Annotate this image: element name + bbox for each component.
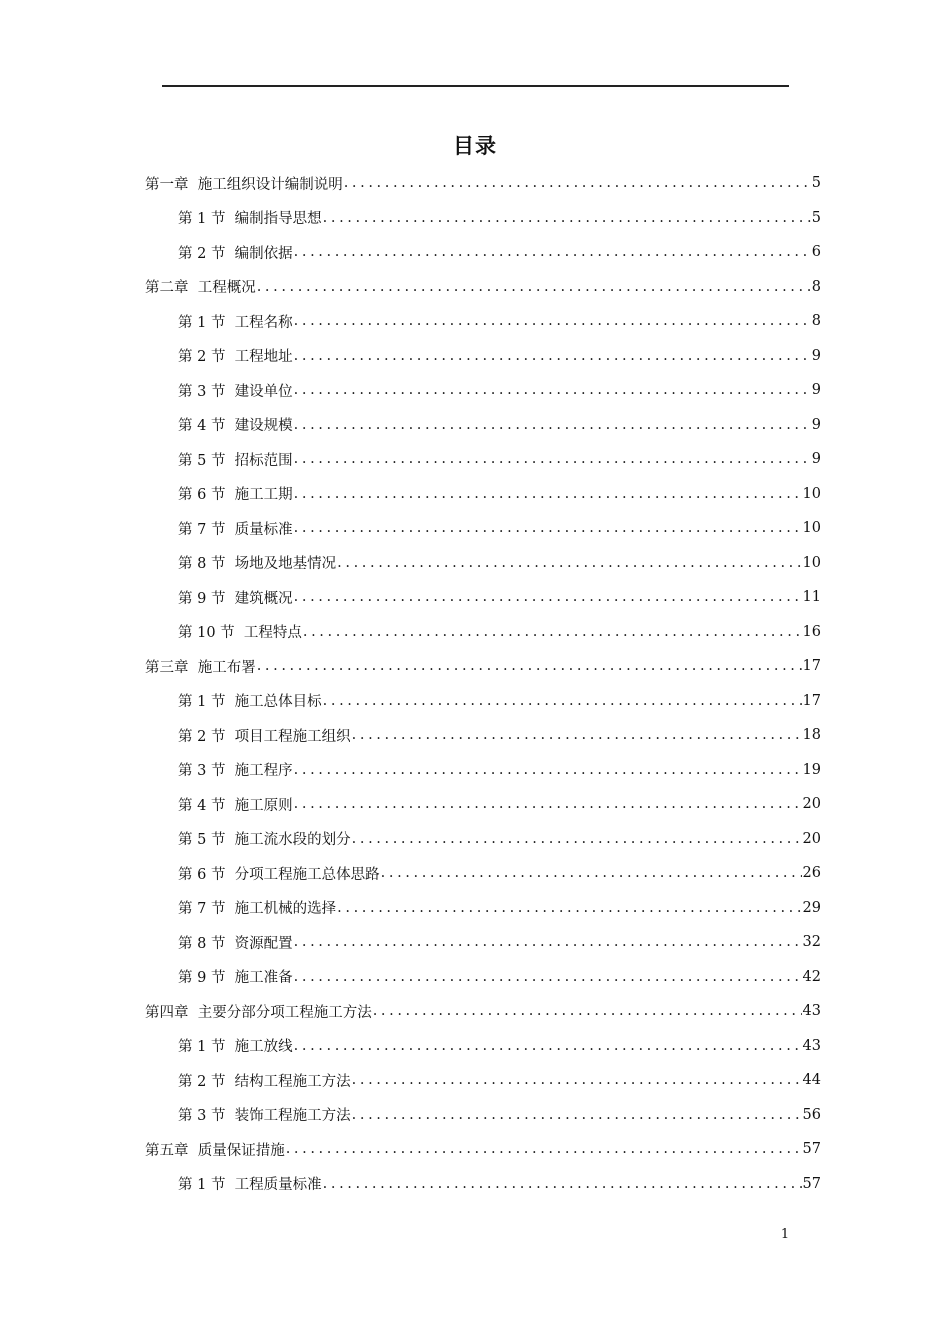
toc-entry-page: 17 [802, 658, 821, 675]
toc-entry-page: 44 [802, 1072, 821, 1089]
toc-section-entry[interactable] [0, 235, 950, 270]
toc-entry-label: 第三章 施工布署 [145, 659, 256, 676]
toc-entry-page: 19 [802, 761, 821, 778]
dot-leader [294, 313, 811, 329]
toc-section-entry[interactable] [0, 891, 950, 926]
toc-section-entry[interactable] [0, 442, 950, 477]
dot-leader [381, 865, 802, 881]
toc-entry-page: 5 [811, 209, 821, 226]
toc-entry-label: 第二章 工程概况 [145, 280, 256, 297]
toc-entry-page: 10 [802, 520, 821, 537]
dot-leader [294, 451, 811, 467]
dot-leader [344, 175, 811, 191]
dot-leader [294, 520, 802, 536]
toc-entry-label: 第 1 节 工程名称 [178, 314, 293, 331]
dot-leader [257, 658, 802, 674]
toc-entry-page: 9 [811, 382, 821, 399]
toc-section-entry[interactable] [0, 1098, 950, 1133]
toc-entry-page: 43 [802, 1037, 821, 1054]
toc-entry-label: 第 1 节 施工总体目标 [178, 694, 322, 711]
toc-section-entry[interactable] [0, 304, 950, 339]
dot-leader [294, 382, 811, 398]
dot-leader [294, 417, 811, 433]
dot-leader [294, 1038, 802, 1054]
toc-entry-label: 第一章 施工组织设计编制说明 [145, 176, 343, 193]
toc-chapter-entry[interactable] [0, 166, 950, 201]
toc-entry-label: 第 4 节 施工原则 [178, 797, 293, 814]
toc-section-entry[interactable] [0, 925, 950, 960]
toc-entry-page: 9 [811, 451, 821, 468]
dot-leader [294, 969, 802, 985]
toc-entry-label: 第 7 节 质量标准 [178, 521, 293, 538]
toc-section-entry[interactable] [0, 511, 950, 546]
toc-section-entry[interactable] [0, 1029, 950, 1064]
toc-entry-label: 第 9 节 施工准备 [178, 970, 293, 987]
toc-section-entry[interactable] [0, 1063, 950, 1098]
toc-entry-page: 57 [802, 1175, 821, 1192]
toc-entry-label: 第 8 节 资源配置 [178, 935, 293, 952]
dot-leader [257, 279, 811, 295]
dot-leader [352, 831, 802, 847]
toc-entry-page: 8 [811, 313, 821, 330]
dot-leader [294, 762, 802, 778]
toc-entry-page: 18 [802, 727, 821, 744]
dot-leader [323, 693, 802, 709]
toc-section-entry[interactable] [0, 960, 950, 995]
toc-section-entry[interactable] [0, 1167, 950, 1202]
dot-leader [303, 624, 802, 640]
toc-entry-label: 第 10 节 工程特点 [178, 625, 302, 642]
page-number: 1 [780, 1227, 790, 1242]
toc-chapter-entry[interactable] [0, 1132, 950, 1167]
toc-entry-label: 第 6 节 分项工程施工总体思路 [178, 866, 380, 883]
toc-entry-page: 8 [811, 278, 821, 295]
toc-entry-label: 第 9 节 建筑概况 [178, 590, 293, 607]
toc-section-entry[interactable] [0, 546, 950, 581]
toc-entry-page: 6 [811, 244, 821, 261]
toc-entry-label: 第 3 节 施工程序 [178, 763, 293, 780]
dot-leader [294, 589, 802, 605]
toc-entry-label: 第 5 节 施工流水段的划分 [178, 832, 351, 849]
toc-entry-label: 第 5 节 招标范围 [178, 452, 293, 469]
toc-entry-label: 第 4 节 建设规模 [178, 418, 293, 435]
toc-entry-label: 第 1 节 工程质量标准 [178, 1177, 322, 1194]
toc-entry-page: 29 [802, 899, 821, 916]
toc-entry-page: 26 [802, 865, 821, 882]
dot-leader [337, 555, 801, 571]
toc-chapter-entry[interactable] [0, 270, 950, 305]
table-of-contents [0, 166, 950, 1201]
dot-leader [294, 934, 802, 950]
dot-leader [337, 900, 801, 916]
toc-entry-page: 32 [802, 934, 821, 951]
toc-entry-label: 第 2 节 结构工程施工方法 [178, 1073, 351, 1090]
toc-section-entry[interactable] [0, 822, 950, 857]
toc-entry-label: 第五章 质量保证措施 [145, 1142, 285, 1159]
toc-section-entry[interactable] [0, 684, 950, 719]
toc-section-entry[interactable] [0, 718, 950, 753]
dot-leader [352, 1072, 802, 1088]
toc-entry-page: 10 [802, 554, 821, 571]
toc-section-entry[interactable] [0, 339, 950, 374]
toc-section-entry[interactable] [0, 615, 950, 650]
toc-entry-label: 第 7 节 施工机械的选择 [178, 901, 337, 918]
toc-entry-page: 43 [802, 1003, 821, 1020]
toc-entry-label: 第 2 节 工程地址 [178, 349, 293, 366]
toc-entry-page: 9 [811, 416, 821, 433]
toc-entry-label: 第 8 节 场地及地基情况 [178, 556, 337, 573]
dot-leader [294, 796, 802, 812]
toc-entry-page: 10 [802, 485, 821, 502]
dot-leader [294, 348, 811, 364]
dot-leader [294, 486, 802, 502]
dot-leader [352, 727, 802, 743]
toc-entry-page: 20 [802, 830, 821, 847]
toc-entry-label: 第 2 节 编制依据 [178, 245, 293, 262]
dot-leader [323, 210, 811, 226]
toc-section-entry[interactable] [0, 580, 950, 615]
toc-entry-label: 第 3 节 建设单位 [178, 383, 293, 400]
dot-leader [352, 1107, 802, 1123]
toc-entry-label: 第四章 主要分部分项工程施工方法 [145, 1004, 372, 1021]
toc-chapter-entry[interactable] [0, 994, 950, 1029]
toc-entry-page: 11 [802, 589, 821, 606]
toc-section-entry[interactable] [0, 787, 950, 822]
toc-entry-page: 57 [802, 1141, 821, 1158]
toc-entry-label: 第 3 节 装饰工程施工方法 [178, 1108, 351, 1125]
toc-section-entry[interactable] [0, 856, 950, 891]
toc-entry-label: 第 1 节 编制指导思想 [178, 211, 322, 228]
toc-entry-page: 5 [811, 175, 821, 192]
dot-leader [286, 1141, 802, 1157]
toc-entry-label: 第 6 节 施工工期 [178, 487, 293, 504]
toc-entry-page: 56 [802, 1106, 821, 1123]
toc-entry-page: 42 [802, 968, 821, 985]
dot-leader [323, 1176, 802, 1192]
toc-entry-page: 17 [802, 692, 821, 709]
toc-entry-page: 20 [802, 796, 821, 813]
toc-section-entry[interactable] [0, 373, 950, 408]
toc-title: 目录 [453, 134, 497, 158]
toc-section-entry[interactable] [0, 753, 950, 788]
toc-section-entry[interactable] [0, 408, 950, 443]
toc-section-entry[interactable] [0, 477, 950, 512]
toc-entry-label: 第 2 节 项目工程施工组织 [178, 728, 351, 745]
dot-leader [373, 1003, 802, 1019]
header-rule [162, 85, 789, 87]
toc-section-entry[interactable] [0, 201, 950, 236]
toc-chapter-entry[interactable] [0, 649, 950, 684]
toc-entry-page: 9 [811, 347, 821, 364]
toc-entry-label: 第 1 节 施工放线 [178, 1039, 293, 1056]
toc-entry-page: 16 [802, 623, 821, 640]
dot-leader [294, 244, 811, 260]
